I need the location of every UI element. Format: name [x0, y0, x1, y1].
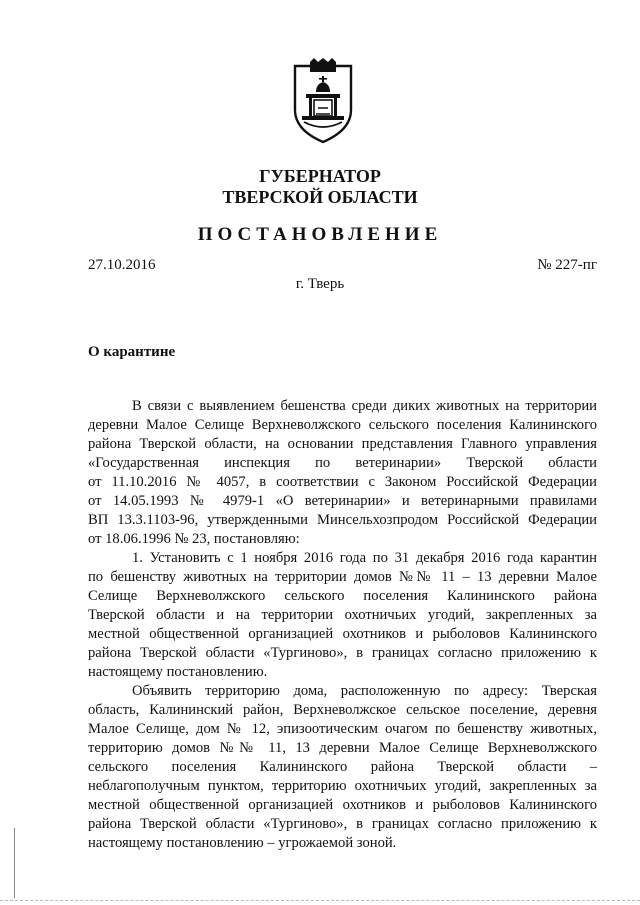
- issuer-title-line-1: ГУБЕРНАТОР: [259, 166, 381, 186]
- body-line: района Тверской области «Тургиново», в границах согласно приложению к: [88, 816, 597, 832]
- body-line: от 14.05.1993 № 4979-1 «О ветеринарии» и ветеринарными правилами: [88, 493, 597, 509]
- body-line: область, Калининский район, Верхневолжское сельское поселение, деревня: [88, 702, 597, 718]
- scan-bottom-edge: [0, 900, 640, 902]
- body-line: 1. Установить с 1 ноября 2016 года по 31 декабря 2016 года карантин: [132, 550, 597, 566]
- body-line: территорию домов №№ 11, 13 деревни Малое Селище Верхневолжского: [88, 740, 597, 756]
- body-line: «Государственная инспекция по ветеринарии» Тверской области: [88, 455, 597, 471]
- body-line: Тверской области и на территории охотничьих угодий, закрепленных за: [88, 607, 597, 623]
- body-line: от 18.06.1996 № 23, постановляю:: [88, 531, 300, 547]
- body-line: Объявить территорию дома, расположенную по адресу: Тверская: [132, 683, 597, 699]
- body-line: В связи с выявлением бешенства среди диких животных на территории: [132, 398, 597, 414]
- body-line: ВП 13.3.1103-96, утвержденными Минсельхозпродом Российской Федерации: [88, 512, 597, 528]
- document-type: ПОСТАНОВЛЕНИЕ: [197, 224, 443, 245]
- document-city: г. Тверь: [295, 276, 345, 292]
- body-line: района Тверской области «Тургиново», в границах согласно приложению к: [88, 645, 597, 661]
- document-subject: О карантине: [88, 344, 176, 360]
- body-line: деревни Малое Селище Верхневолжского сельского поселения Калининского: [88, 417, 597, 433]
- body-line: сельского поселения Калининского района Тверской области –: [88, 759, 597, 775]
- body-line: по бешенству животных на территории домов №№ 11 – 13 деревни Малое: [88, 569, 597, 585]
- coat-of-arms-emblem: [292, 58, 354, 144]
- body-line: Селище Верхневолжского сельского поселения Калининского района: [88, 588, 597, 604]
- body-line: настоящему постановлению – угрожаемой зоной.: [88, 835, 397, 851]
- body-line: района Тверской области, на основании представления Главного управления: [88, 436, 597, 452]
- body-line: от 11.10.2016 № 4057, в соответствии с Законом Российской Федерации: [88, 474, 597, 490]
- body-line: местной общественной организацией охотников и рыболовов Калининского: [88, 797, 597, 813]
- document-number: № 227-пг: [537, 257, 597, 273]
- document-date: 27.10.2016: [88, 257, 156, 273]
- body-line: неблагополучным пунктом, территорию охотничьих угодий, закрепленных за: [88, 778, 597, 794]
- body-line: местной общественной организацией охотников и рыболовов Калининского: [88, 626, 597, 642]
- body-line: настоящему постановлению.: [88, 664, 268, 680]
- scan-margin-line: [14, 828, 15, 898]
- issuer-title-line-2: ТВЕРСКОЙ ОБЛАСТИ: [222, 187, 418, 207]
- body-line: Малое Селище, дом № 12, эпизоотическим очагом по бешенству животных,: [88, 721, 597, 737]
